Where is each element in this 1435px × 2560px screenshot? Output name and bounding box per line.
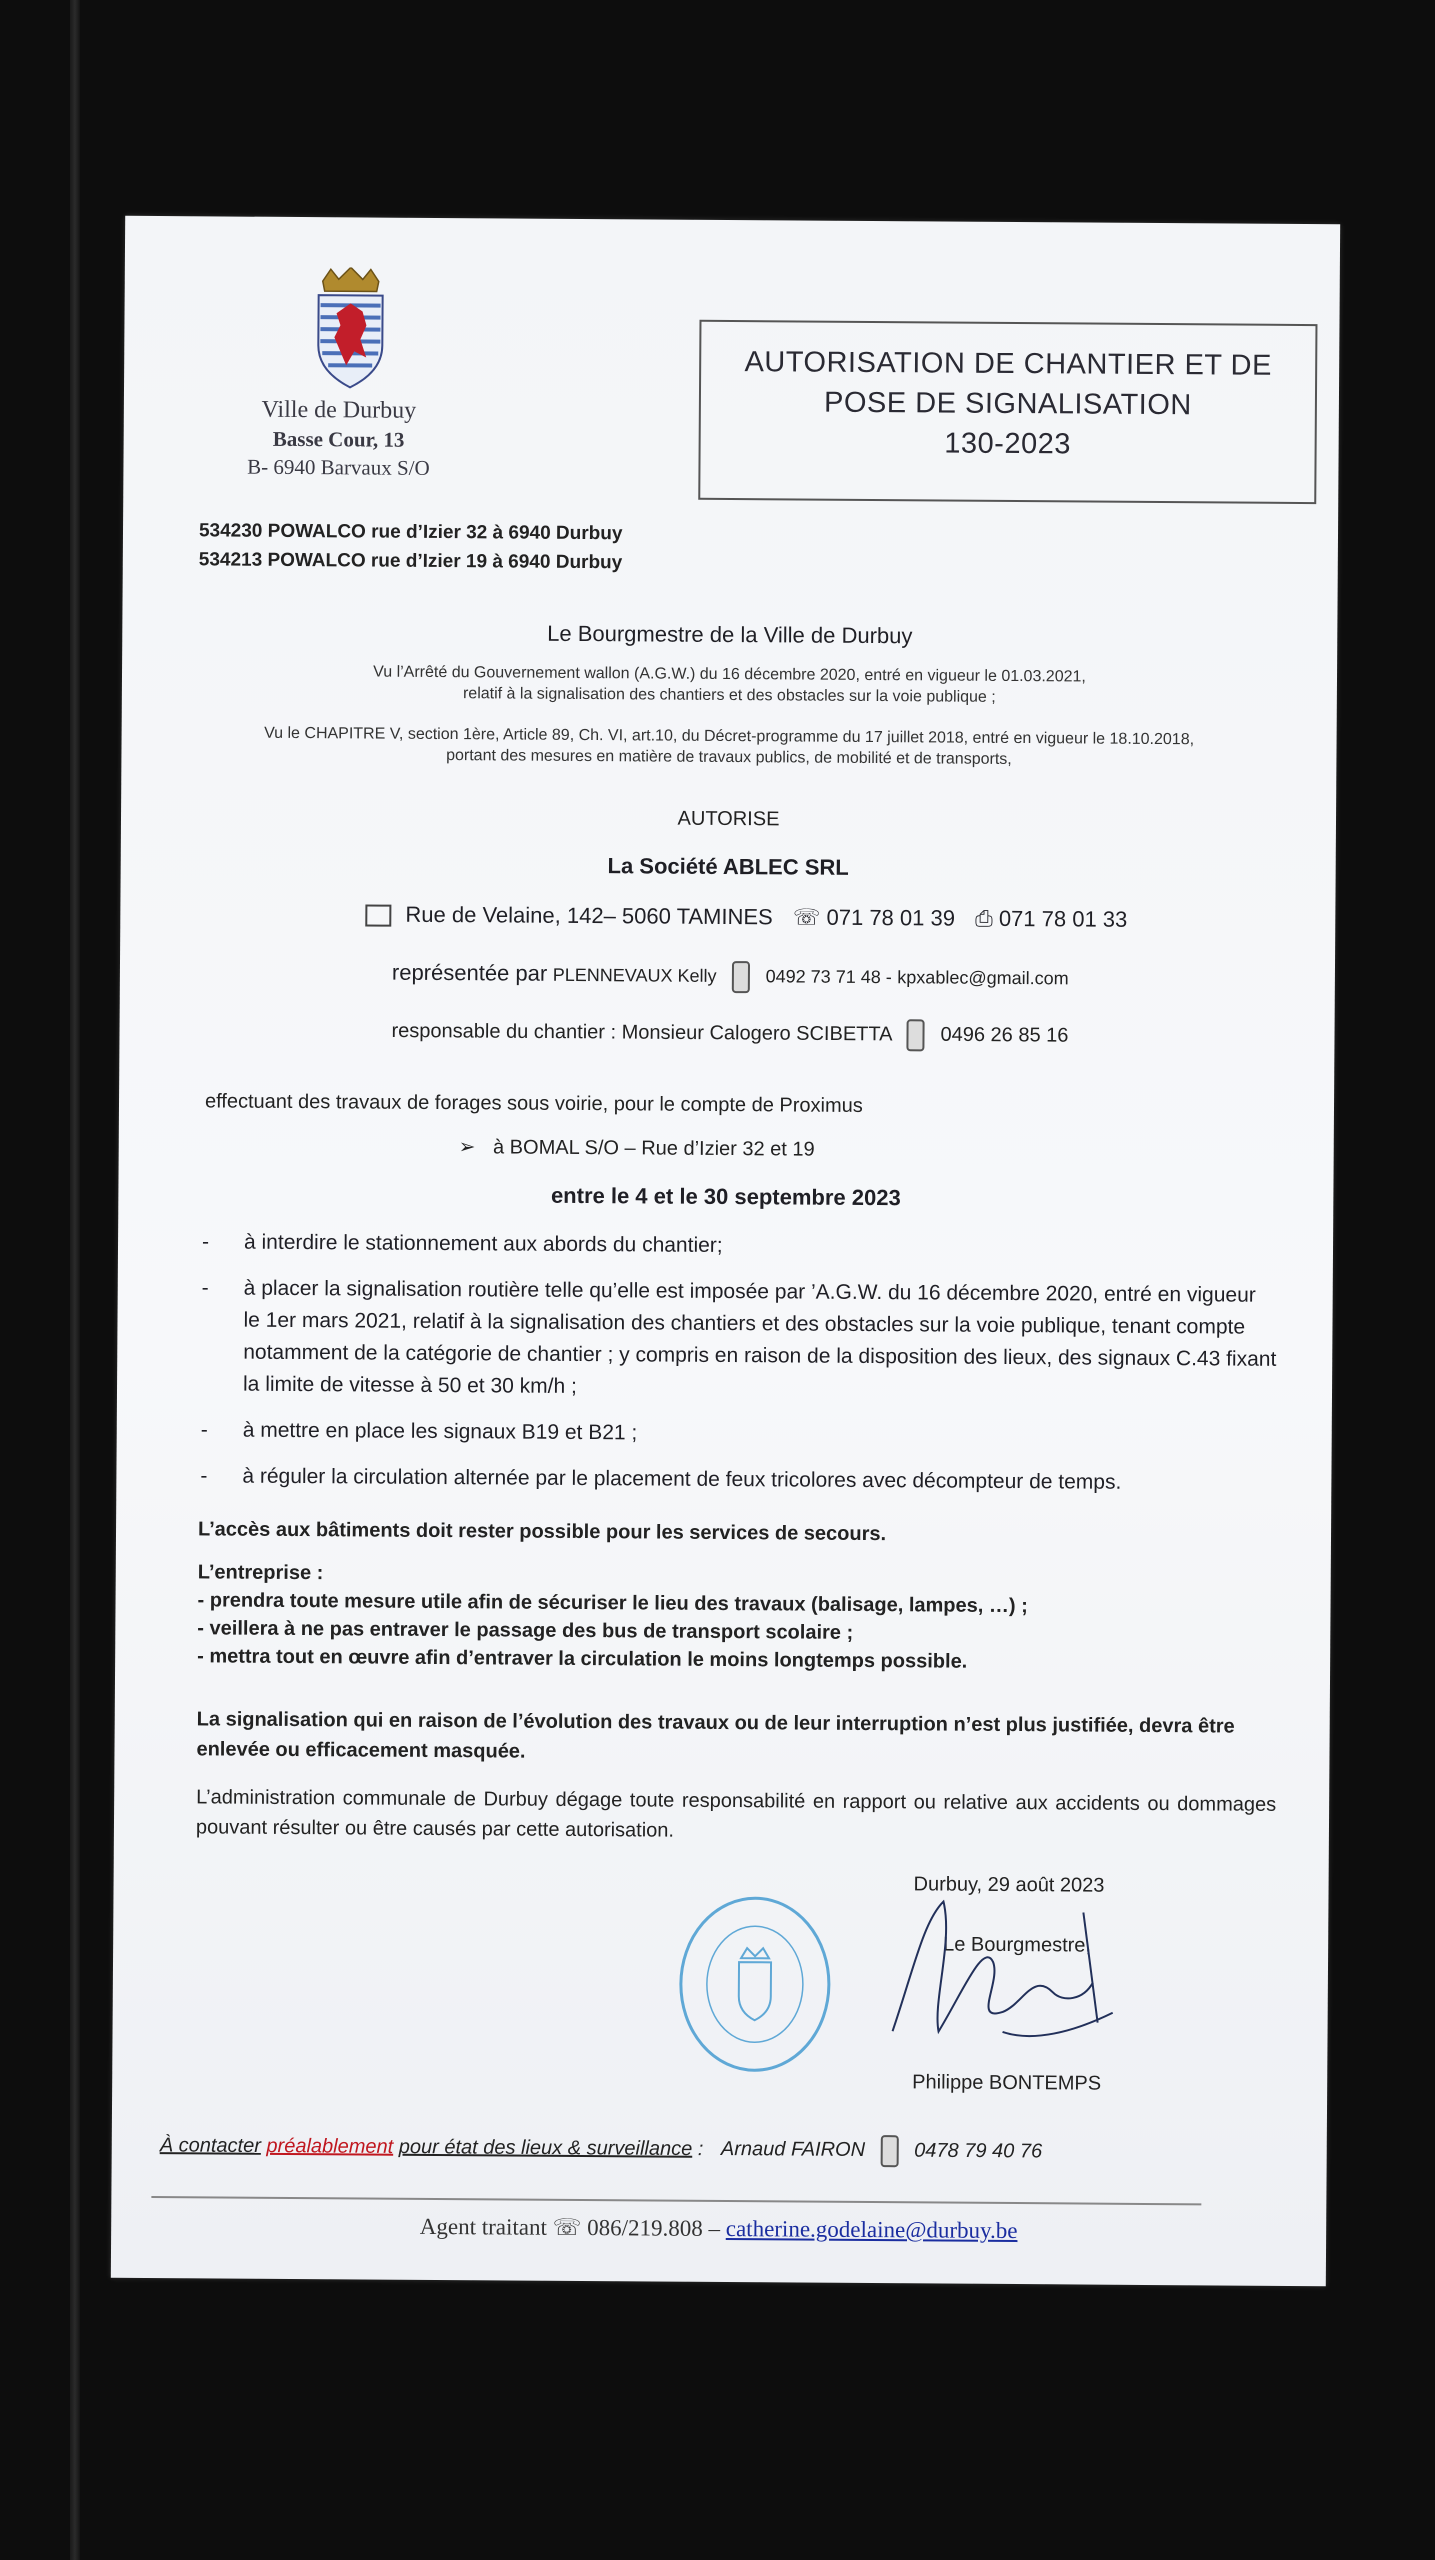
city-name: Ville de Durbuy <box>261 396 417 424</box>
legal-line: relatif à la signalisation des chantiers et des obstacles sur la voie publique ; <box>462 685 996 706</box>
access-note: L’accès aux bâtiments doit rester possible pour les services de secours. <box>197 1518 887 1546</box>
site-manager-phone: 0496 26 85 16 <box>940 1023 1069 1047</box>
liability-note: L’administration communale de Durbuy dégage toute responsabilité en rapport ou relative aux accidents ou dommages pouvant résulter ou être causés par cette autorisation. <box>195 1786 1277 1842</box>
reference-line: 534213 POWALCO rue d’Izier 19 à 6940 Durbuy <box>198 549 623 574</box>
entreprise-heading: L’entreprise : <box>197 1561 324 1585</box>
agent-email-link[interactable]: catherine.godelaine@durbuy.be <box>725 2216 1018 2244</box>
fax-icon: ⎙ <box>975 905 993 931</box>
list-item: - mettra tout en œuvre afin d’entraver la circulation le moins longtemps possible. <box>197 1645 968 1673</box>
represented-label: représentée par <box>391 959 548 986</box>
contact-suffix: pour état des lieux & surveillance <box>398 2136 693 2161</box>
legal-basis-2 <box>121 722 1336 772</box>
agent-label: Agent traitant <box>419 2213 548 2240</box>
phone-icon: ☏ <box>792 904 821 930</box>
list-item: - à placer la signalisation routière telle qu’elle est imposée par ’A.G.W. du 16 décembre 2020, entré en vigueur le 1er mars 2021, relatif à la signalisation des chantiers et des obstacles sur la voie publique, tenant compte notamment de la catégorie de chantier ; y compris en raison de la disposition des lieux, des signaux C.43 fixant la limite de vitesse à 50 et 30 km/h ; <box>197 1272 1278 1408</box>
list-item: - à réguler la circulation alternée par le placement de feux tricolores avec décompteur de temps. <box>196 1460 1276 1500</box>
powalco-references <box>199 516 623 577</box>
works-period: entre le 4 et le 30 septembre 2023 <box>550 1182 901 1211</box>
autorise-label: AUTORISE <box>677 807 780 831</box>
device-frame-edge <box>70 0 80 2560</box>
footer-divider <box>151 2196 1201 2205</box>
mobile-phone-icon <box>881 2135 899 2167</box>
contact-person: Arnaud FAIRON <box>720 2138 866 2162</box>
phone-icon: ☏ <box>552 2214 582 2241</box>
works-description: effectuant des travaux de forages sous voirie, pour le compte de Proximus <box>204 1090 863 1117</box>
contact-phone: 0478 79 40 76 <box>914 2139 1043 2163</box>
document-title: POSE DE SIGNALISATION <box>823 386 1192 422</box>
signalisation-note: La signalisation qui en raison de l’évolution des travaux ou de leur interruption n’est plus justifiée, devra être enlevée ou efficacement masquée. <box>196 1708 1235 1763</box>
municipality-address <box>183 394 494 482</box>
company-fax: 071 78 01 33 <box>998 905 1128 932</box>
address-line: Basse Cour, 13 <box>272 426 405 452</box>
signatory-name: Philippe BONTEMPS <box>912 2071 1102 2095</box>
footer <box>111 2212 1326 2246</box>
representative-email: kpxablec@gmail.com <box>897 967 1069 989</box>
contact-highlight: préalablement <box>266 2135 394 2158</box>
place-date: Durbuy, 29 août 2023 <box>913 1873 1105 1897</box>
measures-list <box>196 1226 1278 1514</box>
reference-line: 534230 POWALCO rue d’Izier 32 à 6940 Durbuy <box>198 520 623 545</box>
contact-line <box>160 2130 1280 2170</box>
company-address: Rue de Velaine, 142– 5060 TAMINES <box>405 901 773 930</box>
legal-basis-1 <box>122 660 1337 710</box>
representative-mobile: 0492 73 71 48 - <box>765 966 892 988</box>
list-item: - à interdire le stationnement aux abords du chantier; <box>198 1226 1278 1266</box>
signatory-role: Le Bourgmestre, <box>943 1933 1092 1957</box>
list-item: - à mettre en place les signaux B19 et B21 ; <box>197 1414 1277 1454</box>
mobile-phone-icon <box>907 1019 925 1051</box>
representative-name: PLENNEVAUX Kelly <box>552 964 717 986</box>
list-item: - veillera à ne pas entraver le passage des bus de transport scolaire ; <box>197 1617 854 1644</box>
contact-colon: : <box>692 2138 704 2161</box>
works-location-line <box>459 1134 1159 1165</box>
representative-line <box>392 958 1292 997</box>
document-title-box <box>698 320 1317 504</box>
municipal-stamp <box>674 1892 835 2077</box>
list-item: - prendra toute mesure utile afin de sécuriser le lieu des travaux (balisage, lampes, …) ; <box>197 1589 1028 1618</box>
authority-heading: Le Bourgmestre de la Ville de Durbuy <box>547 620 913 649</box>
company-contact-line <box>365 899 1305 936</box>
coat-of-arms-icon <box>310 267 391 396</box>
document-number: 130-2023 <box>944 427 1072 461</box>
document-title: AUTORISATION DE CHANTIER ET DE <box>744 346 1273 382</box>
company-phone: 071 78 01 39 <box>826 904 956 931</box>
site-manager-line <box>391 1016 1291 1054</box>
entreprise-obligations <box>197 1558 1278 1678</box>
agent-phone: 086/219.808 – <box>587 2215 721 2241</box>
legal-line: Vu le CHAPITRE V, section 1ère, Article 89, Ch. VI, art.10, du Décret-programme du 17 juillet 2018, entré en vigueur le 18.10.2018, <box>264 724 1195 749</box>
legal-line: Vu l’Arrêté du Gouvernement wallon (A.G.W.) du 16 décembre 2020, entré en vigueur le 01.03.2021, <box>373 663 1086 686</box>
signature <box>882 1881 1123 2063</box>
site-manager-label: responsable du chantier : Monsieur Calogero SCIBETTA <box>391 1019 892 1046</box>
company-name: La Société ABLEC SRL <box>607 853 849 880</box>
contact-prefix: À contacter <box>159 2134 261 2158</box>
arrow-bullet-icon: ➢ <box>458 1136 476 1159</box>
mail-icon <box>365 905 391 927</box>
works-location: à BOMAL S/O – Rue d’Izier 32 et 19 <box>492 1136 815 1161</box>
authorization-document <box>111 216 1340 2286</box>
legal-line: portant des mesures en matière de travaux publics, de mobilité et de transports, <box>446 747 1012 768</box>
mobile-phone-icon <box>732 961 750 993</box>
address-line: B- 6940 Barvaux S/O <box>247 454 430 480</box>
